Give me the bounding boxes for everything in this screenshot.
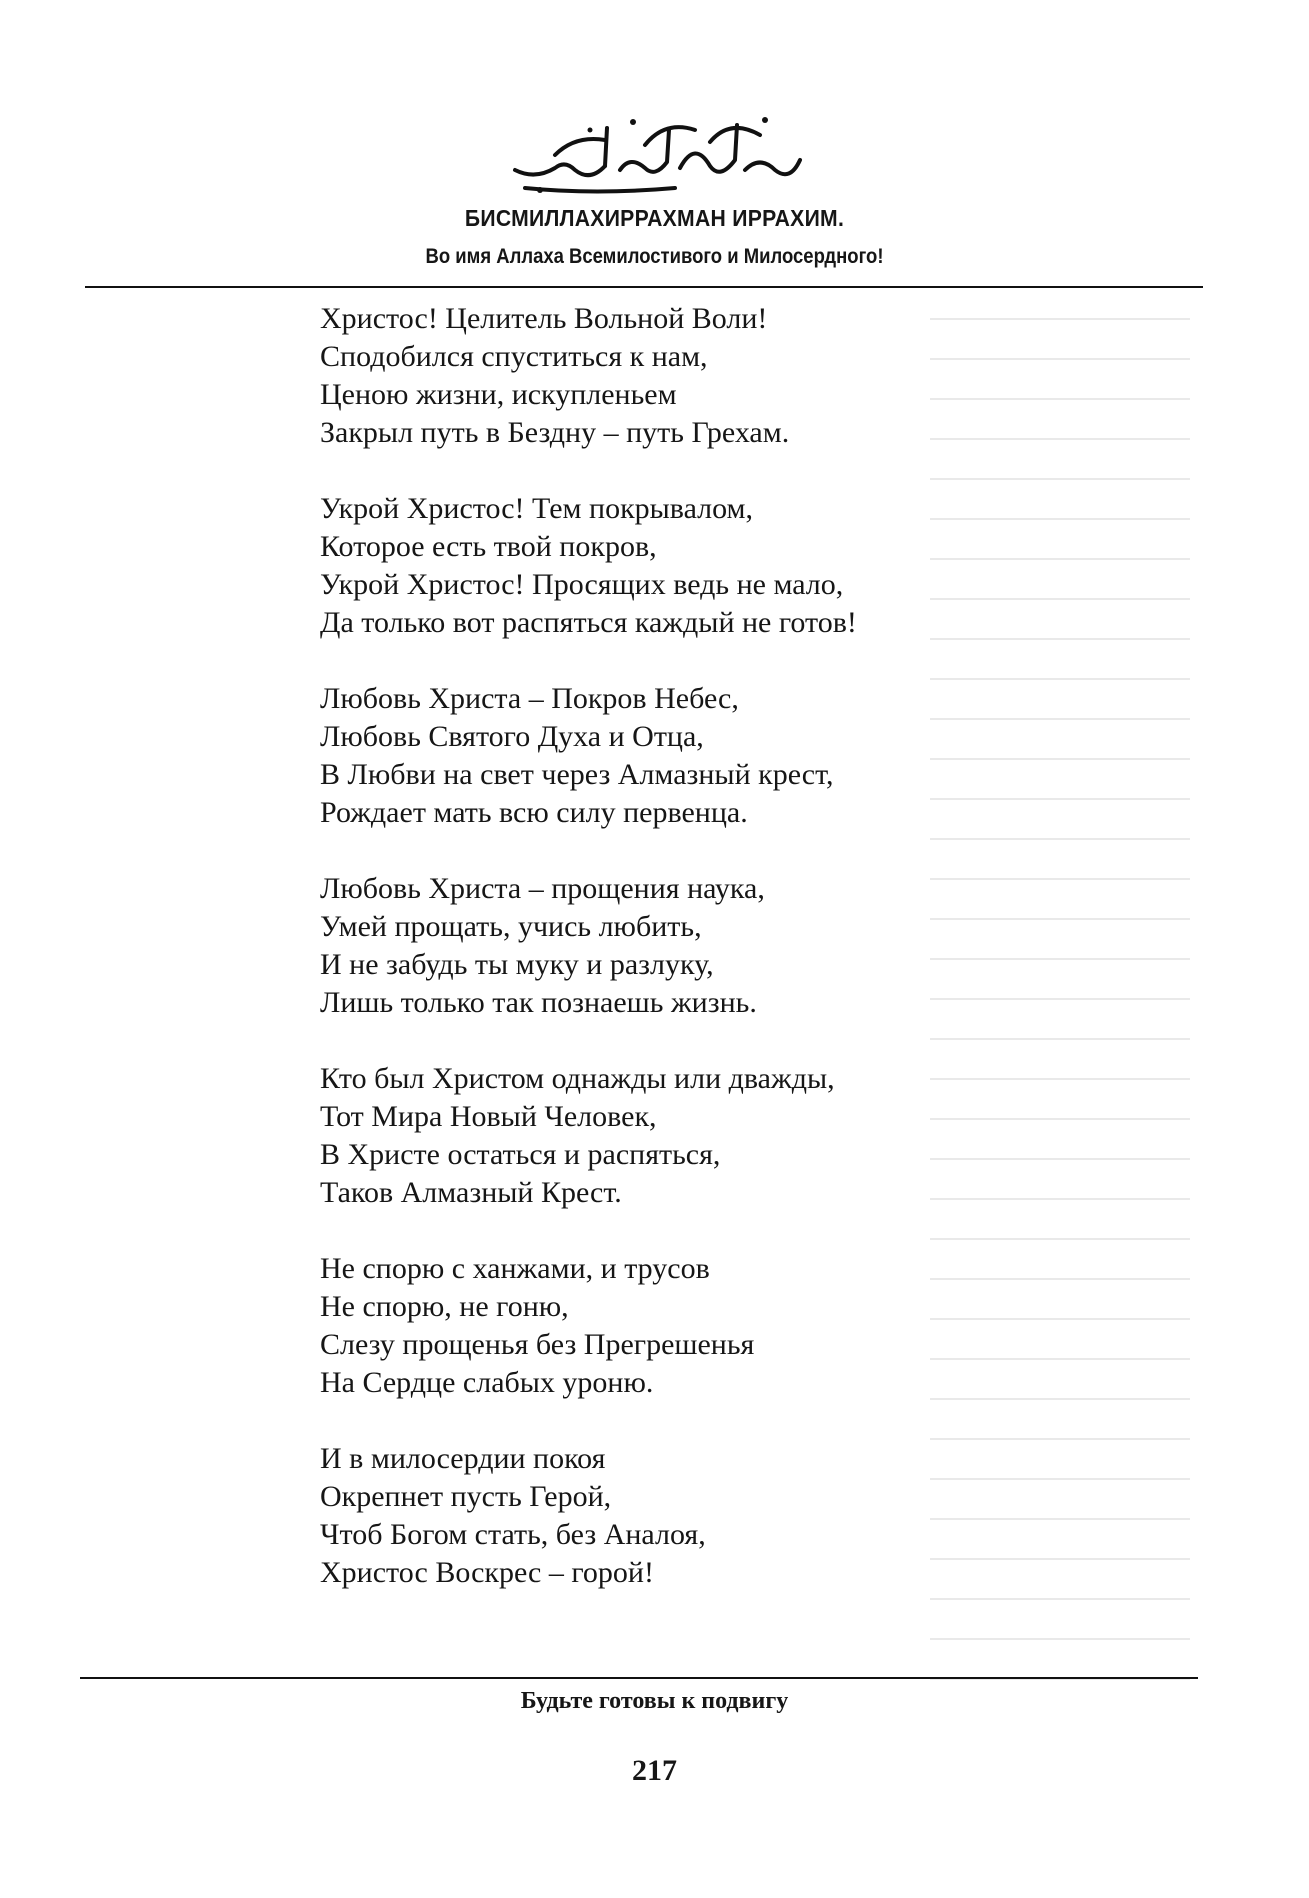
poem-line: Окрепнет пусть Герой, [320, 1480, 612, 1513]
footer-divider [80, 1677, 1198, 1679]
poem-line: Христос Воскрес – горой! [320, 1556, 654, 1589]
poem-line: Кто был Христом однажды или дважды, [320, 1062, 835, 1095]
stanza [320, 680, 1020, 832]
poem-line: На Сердце слабых уроню. [320, 1366, 654, 1399]
bismillah-subtitle: Во имя Аллаха Всемилостивого и Милосердного! [425, 245, 884, 268]
poem-line: В Христе остаться и распяться, [320, 1138, 721, 1171]
stanza [320, 870, 1020, 1022]
stanza [320, 1250, 1020, 1402]
bismillah-title: БИСМИЛЛАХИРРАХМАН ИРРАХИМ. [464, 205, 845, 231]
poem-line: Не спорю с ханжами, и трусов [320, 1252, 710, 1285]
stanza [320, 300, 1020, 452]
poem-line: Укрой Христос! Просящих ведь не мало, [320, 568, 844, 601]
poem-line: Умей прощать, учись любить, [320, 910, 702, 943]
poem-line: Тот Мира Новый Человек, [320, 1100, 657, 1133]
arabic-calligraphy-image [495, 100, 815, 200]
poem-line: И не забудь ты муку и разлуку, [320, 948, 714, 981]
poem-line: Любовь Святого Духа и Отца, [320, 720, 704, 753]
poem-line: Христос! Целитель Вольной Воли! [320, 302, 768, 335]
poem-line: Любовь Христа – Покров Небес, [320, 682, 739, 715]
poem-line: Рождает мать всю силу первенца. [320, 796, 748, 829]
poem-line: Слезу прощенья без Прегрешенья [320, 1328, 755, 1361]
poem-line: Да только вот распяться каждый не готов! [320, 606, 857, 639]
poem-line: Сподобился спуститься к нам, [320, 340, 708, 373]
stanza [320, 1440, 1020, 1592]
header-divider [85, 286, 1203, 288]
poem-line: Закрыл путь в Бездну – путь Грехам. [320, 416, 790, 449]
stanza [320, 490, 1020, 642]
poem-line: И в милосердии покоя [320, 1442, 606, 1475]
poem-line: В Любви на свет через Алмазный крест, [320, 758, 834, 791]
poem-line: Не спорю, не гоню, [320, 1290, 569, 1323]
header [0, 100, 1309, 200]
poem-line: Любовь Христа – прощения наука, [320, 872, 765, 905]
poem [320, 300, 1020, 1630]
page-number: 217 [632, 1754, 677, 1787]
poem-line: Которое есть твой покров, [320, 530, 657, 563]
poem-line: Укрой Христос! Тем покрывалом, [320, 492, 754, 525]
poem-line: Чтоб Богом стать, без Аналоя, [320, 1518, 706, 1551]
poem-line: Лишь только так познаешь жизнь. [320, 986, 757, 1019]
stanza [320, 1060, 1020, 1212]
poem-line: Ценою жизни, искупленьем [320, 378, 677, 411]
poem-line: Таков Алмазный Крест. [320, 1176, 622, 1209]
running-footer-title: Будьте готовы к подвигу [520, 1688, 789, 1714]
